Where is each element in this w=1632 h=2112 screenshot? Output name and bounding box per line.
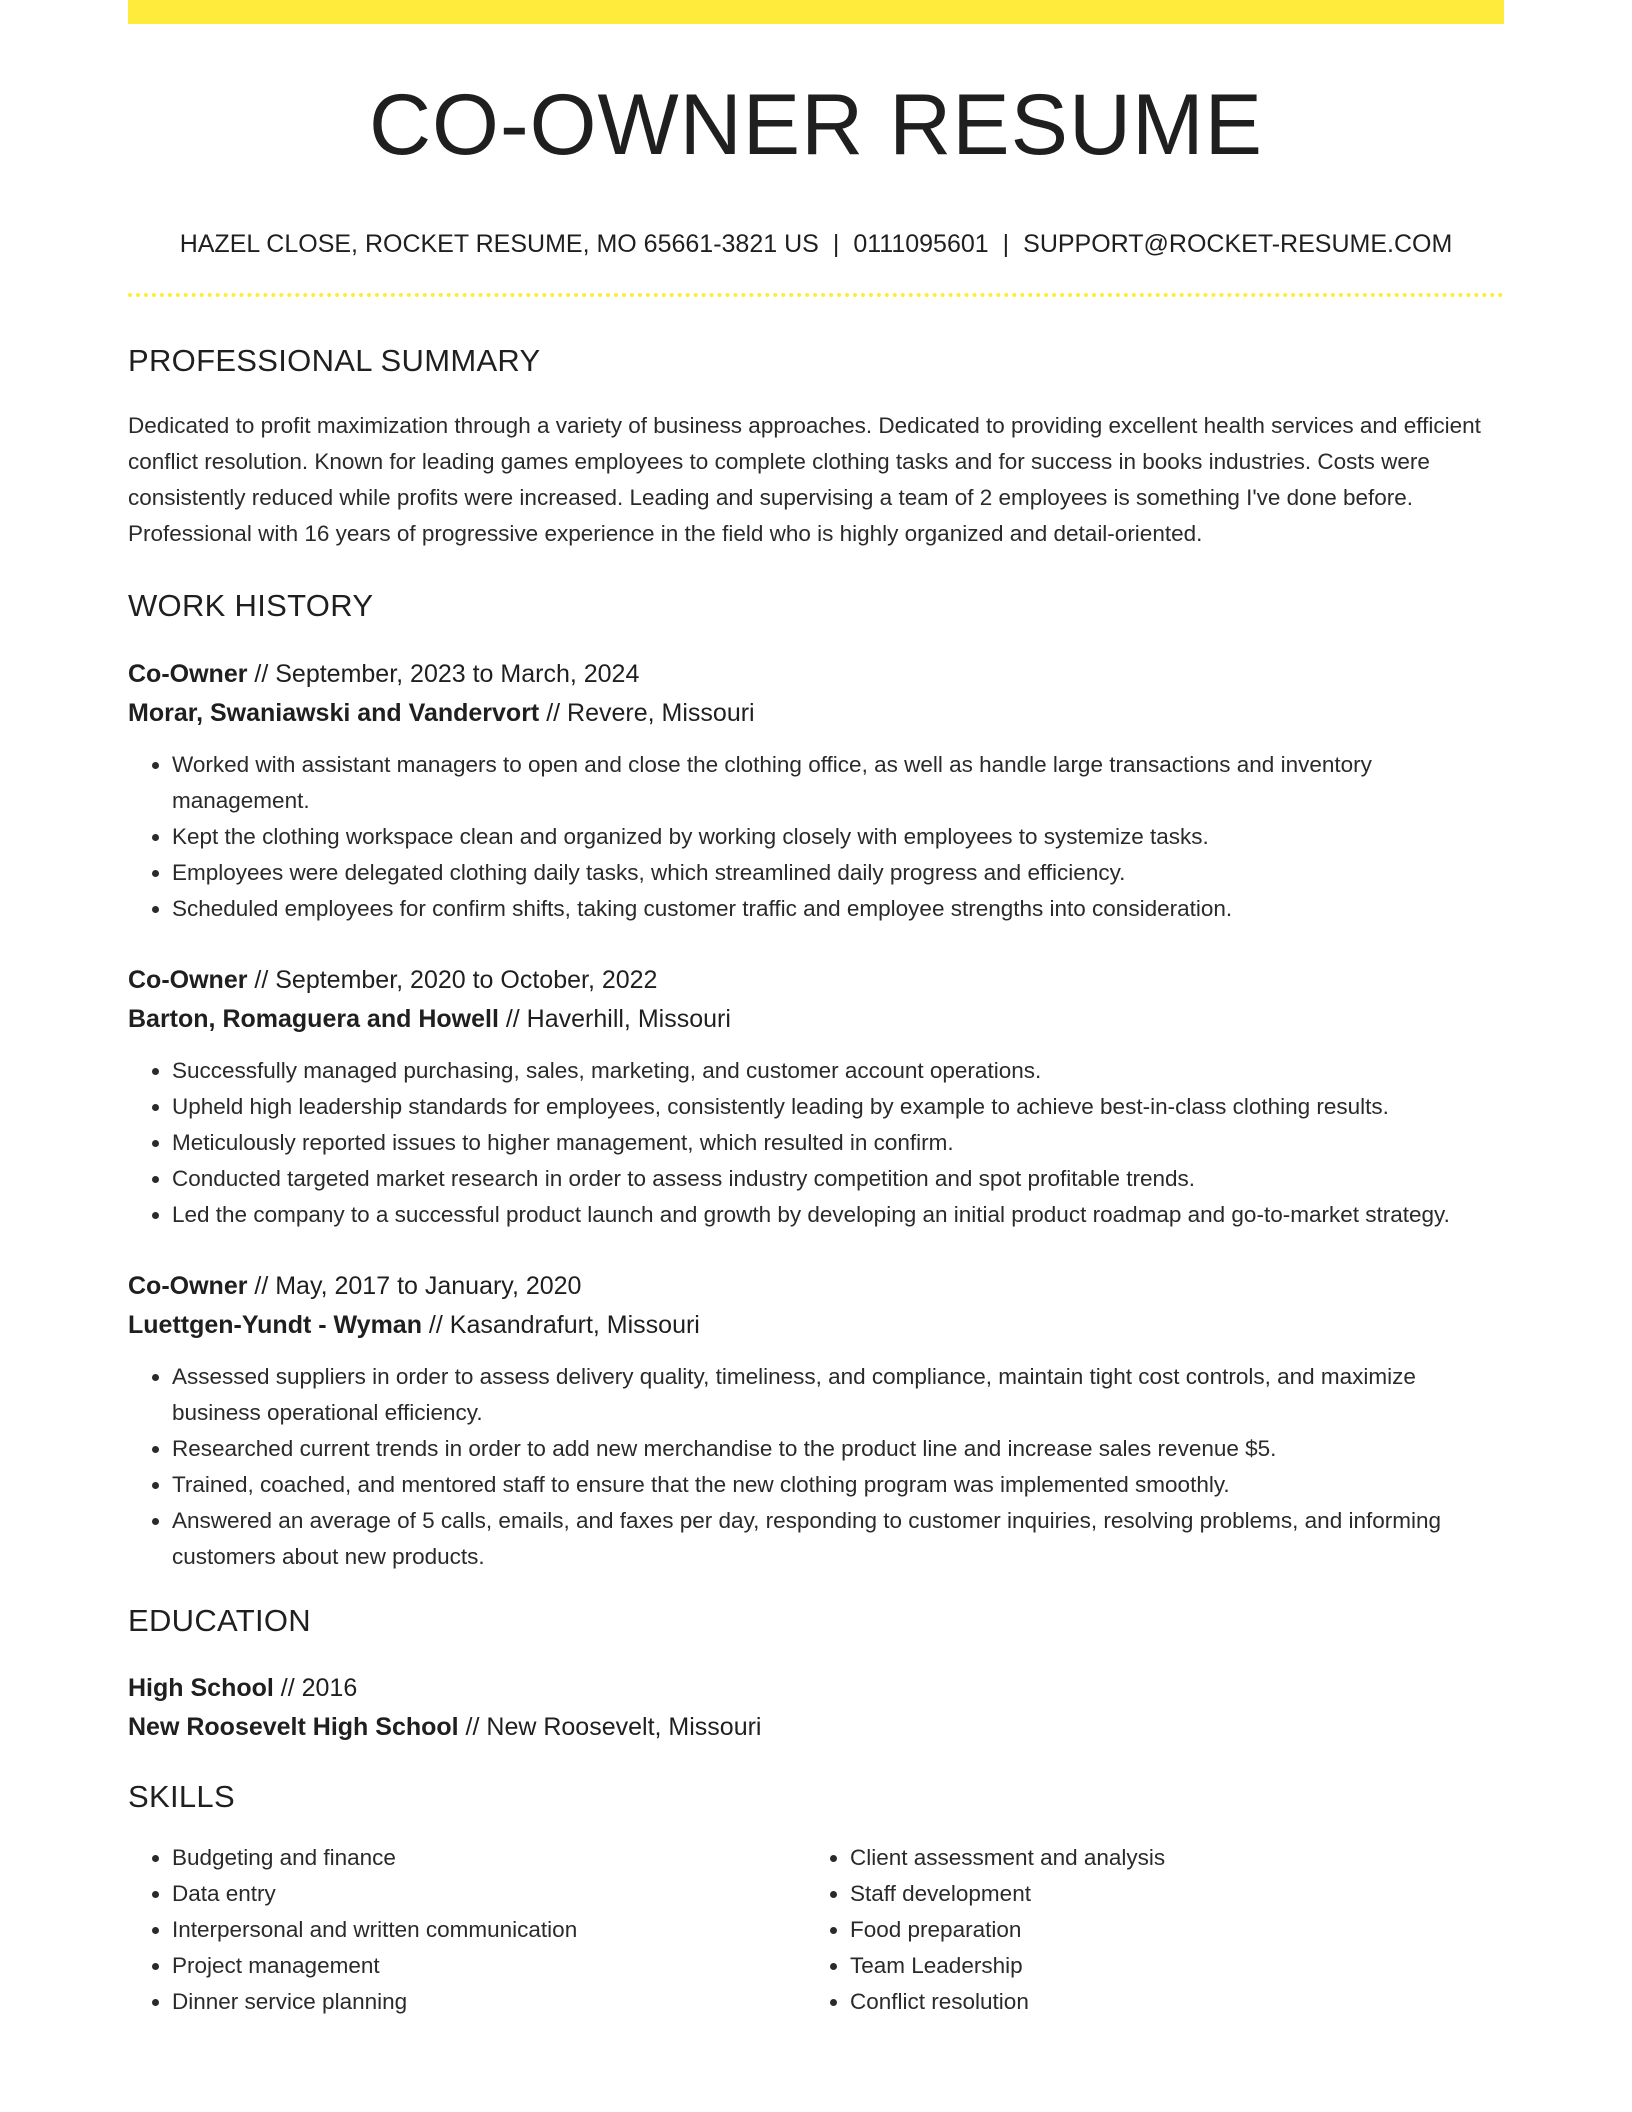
list-item: • Staff development xyxy=(850,1876,1484,1912)
contact-separator: | xyxy=(832,230,840,258)
job-bullets xyxy=(128,1359,1504,1575)
list-item: • Scheduled employees for confirm shifts, taking customer traffic and employee strengths into consideration. xyxy=(172,891,1504,927)
job-entry xyxy=(128,655,1504,927)
education-heading: EDUCATION xyxy=(128,1603,311,1638)
job-title: Co-Owner xyxy=(128,966,248,994)
job-location: // Revere, Missouri xyxy=(539,699,755,727)
list-item: • Client assessment and analysis xyxy=(850,1840,1484,1876)
dotted-divider xyxy=(128,293,1504,297)
education-degree: High School xyxy=(128,1674,274,1702)
job-company: Luettgen-Yundt - Wyman xyxy=(128,1311,422,1339)
job-company: Morar, Swaniawski and Vandervort xyxy=(128,699,540,727)
list-item: • Successfully managed purchasing, sales, marketing, and customer account operations. xyxy=(172,1053,1504,1089)
top-accent-bar xyxy=(128,0,1504,24)
summary-text: Dedicated to profit maximization through a variety of business approaches. Dedicated to providing excellent health services and efficient conflict resolution. Known for leading games employees to complete clothing tasks and for success in books industries. Costs were consistently reduced while profits were increased. Leading and supervising a team of 2 employees is something I've done before. Professional with 16 years of progressive experience in the field who is highly organized and detail-oriented. xyxy=(128,413,1481,546)
job-entry xyxy=(128,1267,1504,1575)
list-item: • Team Leadership xyxy=(850,1948,1484,1984)
list-item: • Data entry xyxy=(172,1876,806,1912)
list-item: • Assessed suppliers in order to assess delivery quality, timeliness, and compliance, maintain tight cost controls, and maximize business operational efficiency. xyxy=(172,1359,1504,1431)
contact-separator: | xyxy=(1002,230,1010,258)
job-dates: // September, 2023 to March, 2024 xyxy=(247,660,640,688)
list-item: • Kept the clothing workspace clean and organized by working closely with employees to systemize tasks. xyxy=(172,819,1504,855)
education-entry xyxy=(128,1669,1504,1747)
job-company-line xyxy=(128,694,1504,733)
contact-line xyxy=(128,232,1504,257)
skills-heading: SKILLS xyxy=(128,1779,235,1814)
job-location: // Kasandrafurt, Missouri xyxy=(421,1311,700,1339)
education-school-line xyxy=(128,1708,1504,1747)
summary-heading: PROFESSIONAL SUMMARY xyxy=(128,343,541,378)
job-title-line xyxy=(128,1267,1504,1306)
list-item: • Meticulously reported issues to higher management, which resulted in confirm. xyxy=(172,1125,1504,1161)
contact-phone: 0111095601 xyxy=(853,230,989,258)
list-item: • Conflict resolution xyxy=(850,1984,1484,2020)
job-title-line xyxy=(128,655,1504,694)
list-item: • Worked with assistant managers to open and close the clothing office, as well as handle large transactions and inventory management. xyxy=(172,747,1504,819)
list-item: • Answered an average of 5 calls, emails, and faxes per day, responding to customer inquiries, resolving problems, and informing customers about new products. xyxy=(172,1503,1504,1575)
contact-email: SUPPORT@ROCKET-RESUME.COM xyxy=(1023,230,1453,258)
list-item: • Upheld high leadership standards for employees, consistently leading by example to achieve best-in-class clothing results. xyxy=(172,1089,1504,1125)
skills-right-column xyxy=(806,1840,1484,2020)
job-title: Co-Owner xyxy=(128,1272,248,1300)
education-year: // 2016 xyxy=(273,1674,358,1702)
list-item: • Project management xyxy=(172,1948,806,1984)
job-entry xyxy=(128,961,1504,1233)
contact-address: HAZEL CLOSE, ROCKET RESUME, MO 65661-3821 US xyxy=(179,230,819,258)
education-degree-line xyxy=(128,1669,1504,1708)
job-location: // Haverhill, Missouri xyxy=(498,1005,731,1033)
list-item: • Budgeting and finance xyxy=(172,1840,806,1876)
list-item: • Food preparation xyxy=(850,1912,1484,1948)
list-item: • Conducted targeted market research in order to assess industry competition and spot profitable trends. xyxy=(172,1161,1504,1197)
skills-left-column xyxy=(128,1840,806,2020)
resume-page xyxy=(128,0,1504,2020)
list-item: • Dinner service planning xyxy=(172,1984,806,2020)
job-title-line xyxy=(128,961,1504,1000)
list-item: • Trained, coached, and mentored staff to ensure that the new clothing program was implemented smoothly. xyxy=(172,1467,1504,1503)
list-item: • Interpersonal and written communication xyxy=(172,1912,806,1948)
job-title: Co-Owner xyxy=(128,660,248,688)
resume-title: CO-OWNER RESUME xyxy=(368,77,1264,173)
job-bullets xyxy=(128,747,1504,927)
list-item: • Researched current trends in order to add new merchandise to the product line and increase sales revenue $5. xyxy=(172,1431,1504,1467)
job-dates: // May, 2017 to January, 2020 xyxy=(247,1272,582,1300)
list-item: • Led the company to a successful product launch and growth by developing an initial product roadmap and go-to-market strategy. xyxy=(172,1197,1504,1233)
job-company: Barton, Romaguera and Howell xyxy=(128,1005,499,1033)
education-school: New Roosevelt High School xyxy=(128,1713,459,1741)
list-item: • Employees were delegated clothing daily tasks, which streamlined daily progress and efficiency. xyxy=(172,855,1504,891)
work-history-heading: WORK HISTORY xyxy=(128,588,374,623)
job-company-line xyxy=(128,1306,1504,1345)
education-location: // New Roosevelt, Missouri xyxy=(458,1713,762,1741)
job-dates: // September, 2020 to October, 2022 xyxy=(247,966,658,994)
job-bullets xyxy=(128,1053,1504,1233)
skills-columns xyxy=(128,1840,1504,2020)
job-company-line xyxy=(128,1000,1504,1039)
